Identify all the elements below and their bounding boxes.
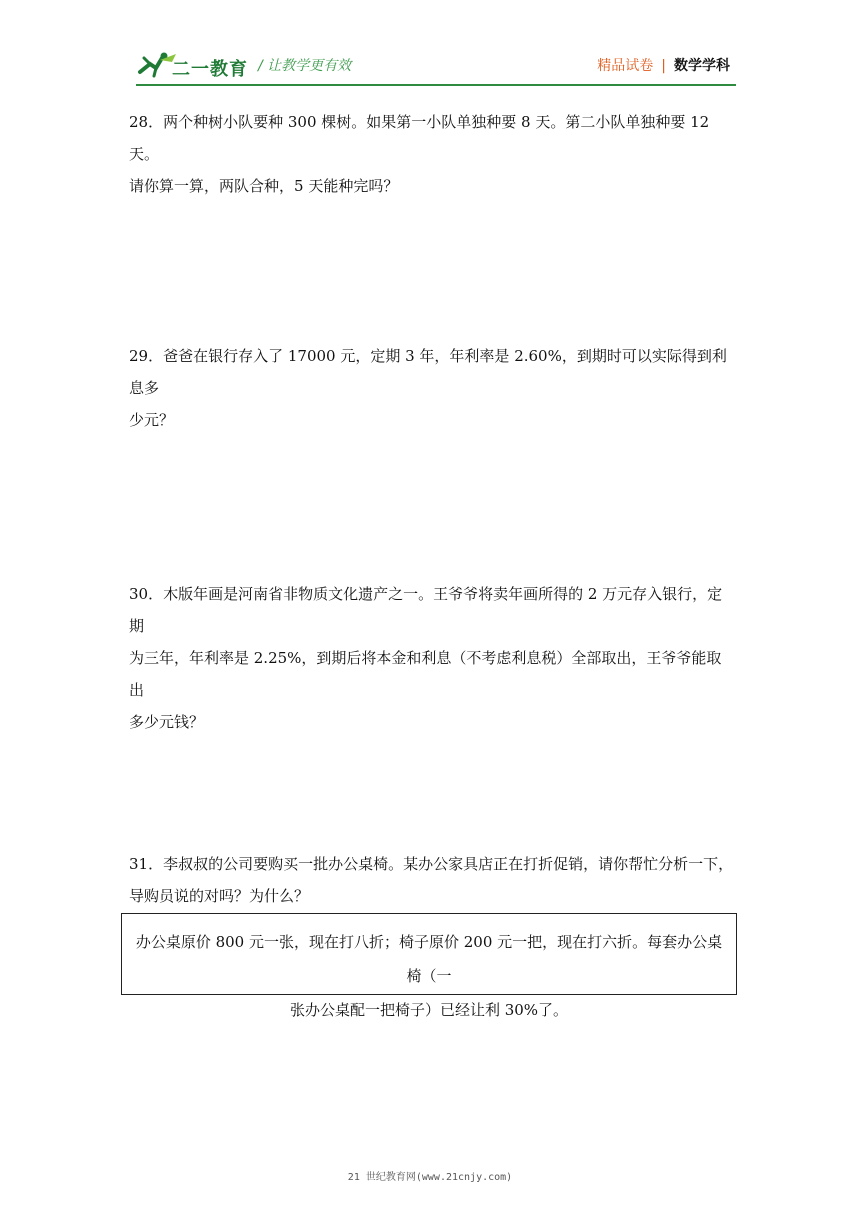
subject-label: 数学学科 <box>674 58 730 74</box>
question-30 <box>129 578 734 738</box>
statement-line: 办公桌原价 800 元一张，现在打八折；椅子原价 200 元一把，现在打六折。每套办公桌椅（一 <box>135 933 723 985</box>
header-divider: | <box>661 58 666 74</box>
question-28 <box>129 106 734 202</box>
premium-label: 精品试卷 <box>597 58 654 74</box>
brand-name: 二一教育 <box>172 59 248 80</box>
header-rule <box>136 84 736 86</box>
brand-slogan: / 让教学更有效 <box>258 58 352 74</box>
question-line: 导购员说的对吗？为什么？ <box>129 887 310 905</box>
page-footer: 21 世纪教育网(www.21cnjy.com) <box>347 1172 513 1183</box>
question-line: 29．爸爸在银行存入了 17000 元，定期 3 年，年利率是 2.60%，到期时可以实际得到利息多 <box>129 347 727 397</box>
question-line: 为三年，年利率是 2.25%，到期后将本金和利息（不考虑利息税）全部取出，王爷爷能取出 <box>129 649 722 699</box>
question-line: 请你算一算，两队合种，5 天能种完吗？ <box>129 177 399 195</box>
question-29 <box>129 340 734 436</box>
question-line: 少元？ <box>129 411 175 429</box>
question-31 <box>129 848 734 912</box>
question-line: 30．木版年画是河南省非物质文化遗产之一。王爷爷将卖年画所得的 2 万元存入银行，定期 <box>129 585 723 635</box>
question-line: 31．李叔叔的公司要购买一批办公桌椅。某办公家具店正在打折促销，请你帮忙分析一下， <box>129 855 734 873</box>
question-line: 多少元钱？ <box>129 713 205 731</box>
question-line: 28．两个种树小队要种 300 棵树。如果第一小队单独种要 8 天。第二小队单独种要 12 天。 <box>129 113 710 163</box>
statement-line: 张办公桌配一把椅子）已经让利 30%了。 <box>289 1001 569 1019</box>
header-right <box>597 55 730 75</box>
salesperson-statement-box <box>121 913 737 1019</box>
page-header <box>0 0 860 90</box>
